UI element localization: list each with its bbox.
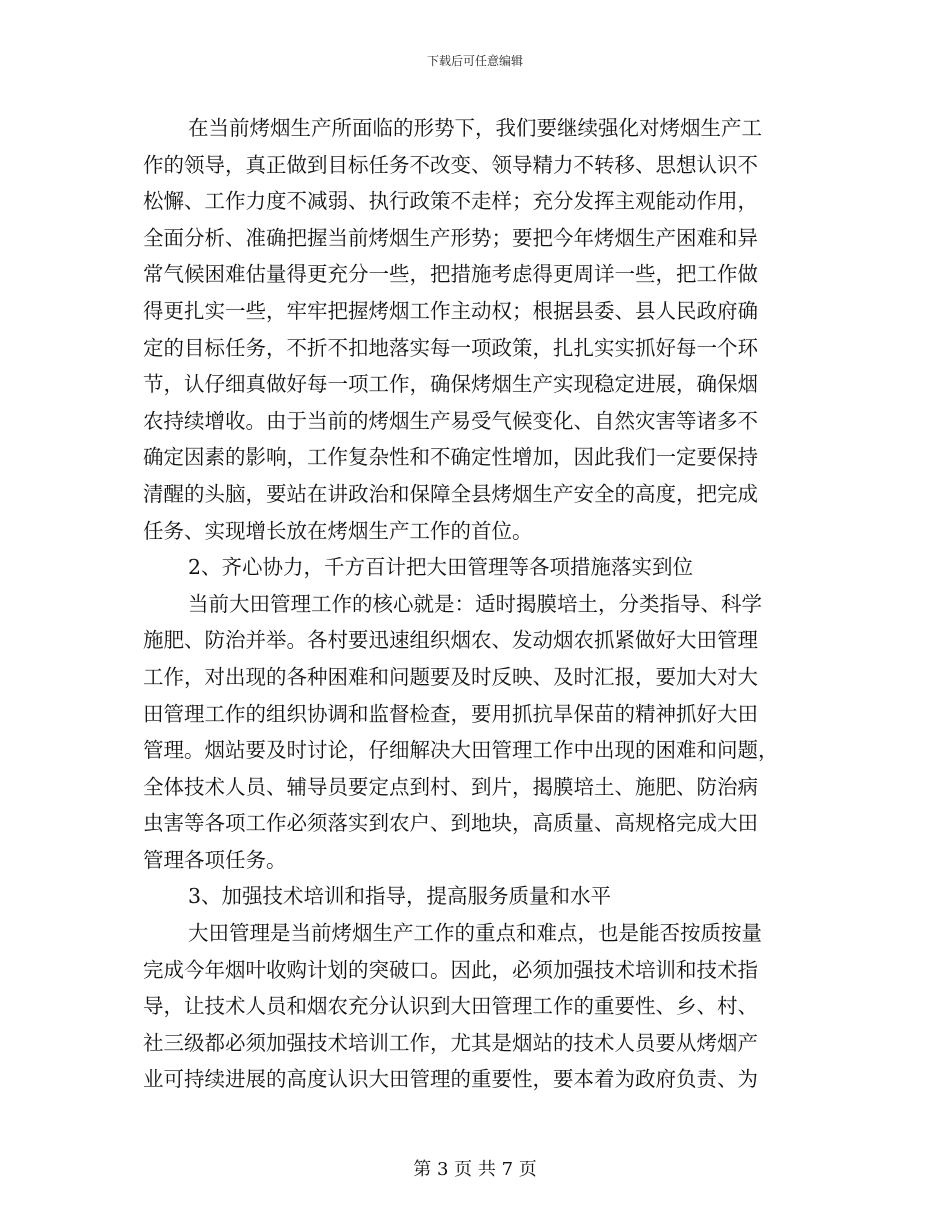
text-line: 大田管理是当前烤烟生产工作的重点和难点，也是能否按质按量 bbox=[188, 921, 762, 946]
text-line: 农持续增收。由于当前的烤烟生产易受气候变化、自然灾害等诸多不 bbox=[143, 408, 758, 433]
text-line: 施肥、防治并举。各村要迅速组织烟农、发动烟农抓紧做好大田管理 bbox=[143, 628, 758, 653]
text-line: 完成今年烟叶收购计划的突破口。因此，必须加强技术培训和技术指 bbox=[143, 957, 758, 982]
text-line: 田管理工作的组织协调和监督检查，要用抓抗旱保苗的精神抓好大田 bbox=[143, 701, 758, 726]
text-line: 全面分析、准确把握当前烤烟生产形势；要把今年烤烟生产困难和异 bbox=[143, 225, 758, 250]
page-header-note: 下载后可任意编辑 bbox=[426, 54, 523, 68]
text-line: 作的领导，真正做到目标任务不改变、领导精力不转移、思想认识不 bbox=[143, 152, 758, 177]
text-line: 确定因素的影响，工作复杂性和不确定性增加，因此我们一定要保持 bbox=[143, 445, 758, 470]
text-line: 社三级都必须加强技术培训工作，尤其是烟站的技术人员要从烤烟产 bbox=[143, 1030, 758, 1055]
text-line: 在当前烤烟生产所面临的形势下，我们要继续强化对烤烟生产工 bbox=[188, 116, 762, 140]
text-line: 松懈、工作力度不减弱、执行政策不走样；充分发挥主观能动作用， bbox=[143, 189, 758, 214]
text-line: 管理各项任务。 bbox=[143, 847, 287, 872]
page-number-footer: 第 3 页 共 7 页 bbox=[413, 1159, 537, 1180]
text-line: 工作，对出现的各种困难和问题要及时反映、及时汇报，要加大对大 bbox=[143, 664, 758, 689]
text-line: 任务、实现增长放在烤烟生产工作的首位。 bbox=[143, 518, 533, 543]
section-heading: 2、齐心协力，千方百计把大田管理等各项措施落实到位 bbox=[188, 555, 694, 580]
text-line: 导，让技术人员和烟农充分认识到大田管理工作的重要性、乡、村、 bbox=[143, 994, 758, 1019]
text-line: 节，认仔细真做好每一项工作，确保烤烟生产实现稳定进展，确保烟 bbox=[143, 372, 758, 397]
section-heading: 3、加强技术培训和指导，提高服务质量和水平 bbox=[188, 884, 612, 909]
text-line: 业可持续进展的高度认识大田管理的重要性，要本着为政府负责、为 bbox=[143, 1067, 758, 1092]
text-line: 常气候困难估量得更充分一些，把措施考虑得更周详一些，把工作做 bbox=[143, 262, 758, 287]
text-line: 当前大田管理工作的核心就是：适时揭膜培土，分类指导、科学 bbox=[188, 591, 762, 616]
text-line: 虫害等各项工作必须落实到农户、到地块，高质量、高规格完成大田 bbox=[143, 811, 758, 836]
text-line: 全体技术人员、辅导员要定点到村、到片，揭膜培土、施肥、防治病 bbox=[143, 774, 758, 799]
text-line: 清醒的头脑，要站在讲政治和保障全县烤烟生产安全的高度，把完成 bbox=[143, 481, 758, 506]
document-body bbox=[143, 110, 805, 1098]
text-line: 得更扎实一些，牢牢把握烤烟工作主动权；根据县委、县人民政府确 bbox=[143, 298, 758, 323]
text-line: 管理。烟站要及时讨论，仔细解决大田管理工作中出现的困难和问题， bbox=[143, 738, 779, 763]
text-line: 定的目标任务，不折不扣地落实每一项政策，扎扎实实抓好每一个环 bbox=[143, 335, 758, 360]
